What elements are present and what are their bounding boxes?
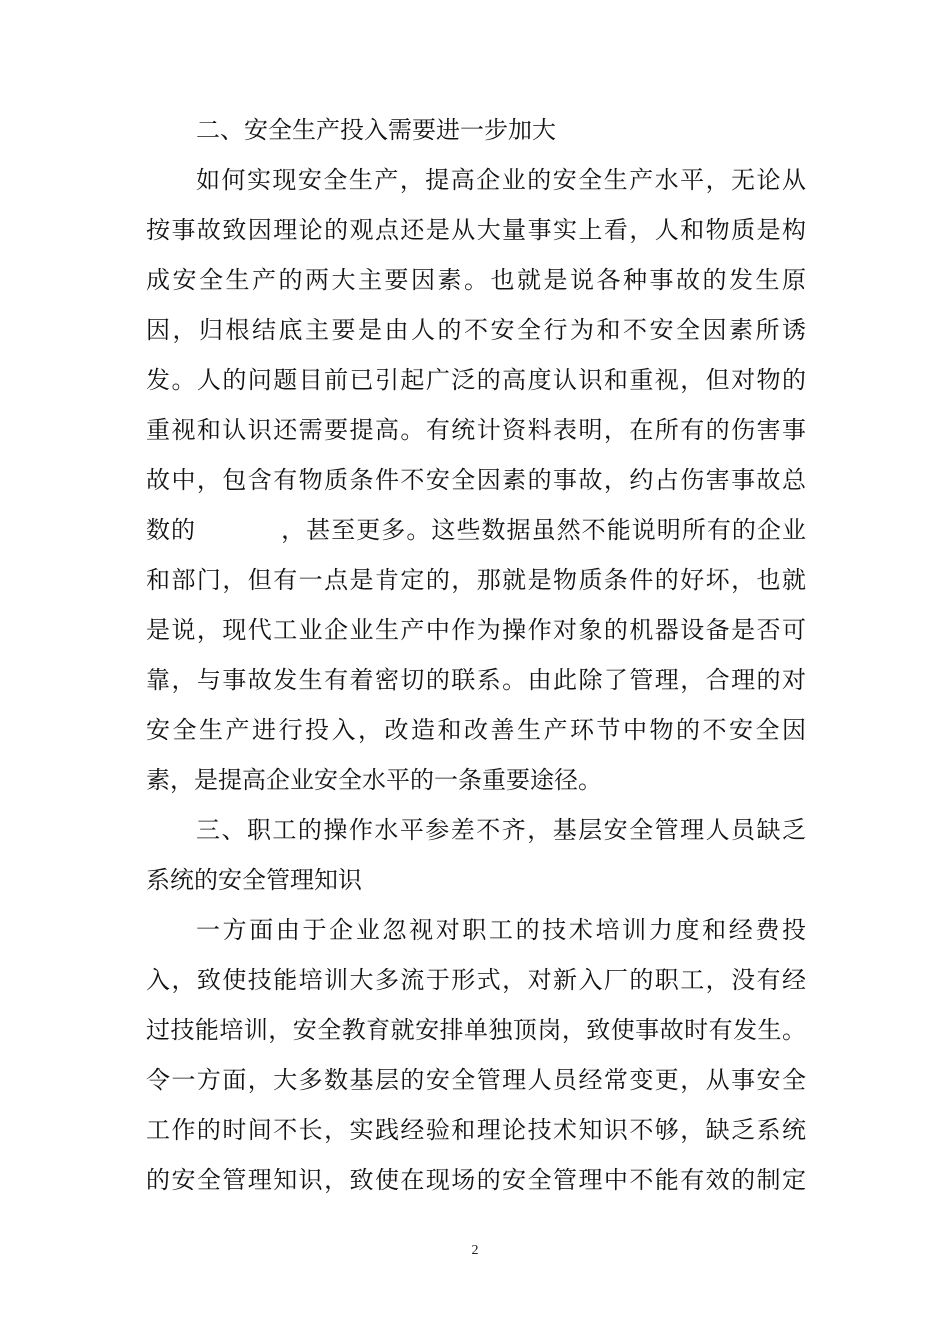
section-heading-3: 三、职工的操作水平参差不齐，基层安全管理人员缺乏 [196,816,806,844]
body-text [146,105,806,1205]
paragraph-line: 成安全生产的两大主要因素。也就是说各种事故的发生原 [146,266,806,294]
section-heading-2: 二、安全生产投入需要进一步加大 [196,116,556,144]
paragraph-line: 因，归根结底主要是由人的不安全行为和不安全因素所诱 [146,316,806,344]
paragraph-line: 安全生产进行投入，改造和改善生产环节中物的不安全因 [146,716,806,744]
line-text-after-blank: ，甚至更多。这些数据虽然不能说明所有的企业 [280,516,806,544]
paragraph-line: 和部门，但有一点是肯定的，那就是物质条件的好坏，也就 [146,566,806,594]
paragraph-line: 发。人的问题目前已引起广泛的高度认识和重视，但对物的 [146,366,806,394]
page-number: 2 [471,1243,479,1258]
paragraph-line: 按事故致因理论的观点还是从大量事实上看，人和物质是构 [146,216,806,244]
paragraph-line: 如何实现安全生产，提高企业的安全生产水平，无论从 [196,166,806,194]
paragraph-line: 重视和认识还需要提高。有统计资料表明，在所有的伤害事 [146,416,806,444]
paragraph-line: 入，致使技能培训大多流于形式，对新入厂的职工，没有经 [146,966,806,994]
paragraph-line: 一方面由于企业忽视对职工的技术培训力度和经费投 [196,916,806,944]
paragraph-line: 素，是提高企业安全水平的一条重要途径。 [146,766,602,794]
section-heading-3-continued: 系统的安全管理知识 [146,866,362,894]
paragraph-line: 令一方面，大多数基层的安全管理人员经常变更，从事安全 [146,1066,806,1094]
paragraph-line: 工作的时间不长，实践经验和理论技术知识不够，缺乏系统 [146,1116,806,1144]
paragraph-line: 故中，包含有物质条件不安全因素的事故，约占伤害事故总 [146,466,806,494]
paragraph-line: 靠，与事故发生有着密切的联系。由此除了管理，合理的对 [146,666,806,694]
paragraph-line: 是说，现代工业企业生产中作为操作对象的机器设备是否可 [146,616,806,644]
paragraph-line-with-blank [146,505,806,555]
paragraph-line: 过技能培训，安全教育就安排单独顶岗，致使事故时有发生。 [146,1016,806,1044]
paragraph-line: 的安全管理知识，致使在现场的安全管理中不能有效的制定 [146,1166,806,1194]
line-text-before-blank: 数的 [146,516,197,544]
